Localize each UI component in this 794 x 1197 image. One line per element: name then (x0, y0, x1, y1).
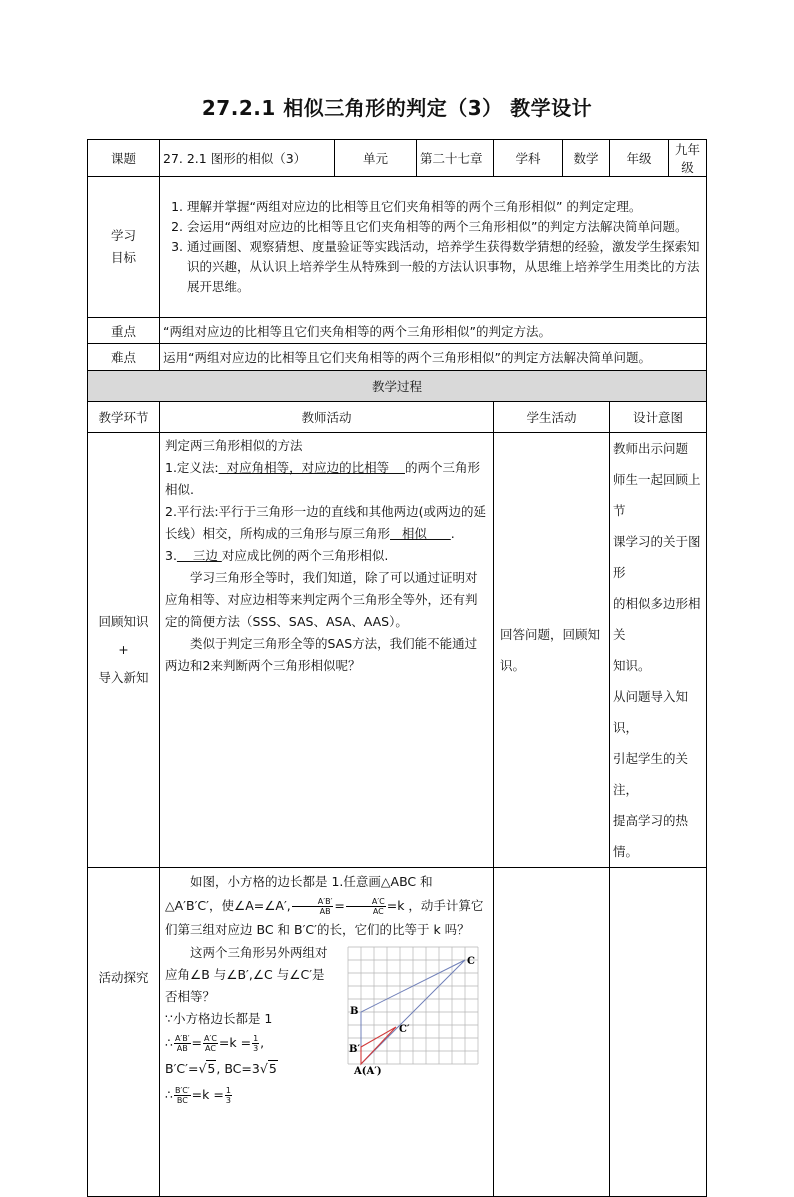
page-title: 27.2.1 相似三角形的判定（3） 教学设计 (201, 96, 593, 120)
fraction-denominator: 3 (225, 1096, 231, 1105)
equals-sign: = (334, 898, 345, 913)
subject-value: 数学 (563, 140, 610, 177)
label-c: C (467, 956, 475, 967)
label-b-prime: B′ (349, 1044, 361, 1055)
fraction-ac (346, 897, 386, 916)
fraction-denominator: AC (372, 907, 384, 916)
process-title-row (88, 371, 707, 402)
review-stage-line2: 导入新知 (98, 670, 149, 685)
unit-value: 第二十七章 (417, 140, 494, 177)
intent-line: 师生一起回顾上节 (613, 472, 701, 518)
review-row (88, 433, 707, 868)
lesson-plan-table (87, 139, 707, 1197)
col-teacher: 教师活动 (160, 402, 494, 433)
method-2-prefix: 2.平行法:平行于三角形一边的直线和其他两边(或两边的延长线）相交，所构成的三角形与原三角形 (165, 504, 487, 541)
review-teacher (160, 433, 494, 868)
goal-item: 3. 通过画图、观察猜想、度量验证等实践活动，培养学生获得数学猜想的经验，激发学生探索知识的兴趣，从认识上培养学生从特殊到一般的方法认识事物，从思维上培养学生用类比的方法展开思维。 (187, 237, 703, 297)
fraction-denominator: AB (176, 1044, 188, 1053)
k-equals: =k = (218, 1035, 252, 1050)
review-method-2 (165, 501, 489, 545)
goals-label-text: 学习目标 (110, 228, 136, 265)
fraction-numerator: A′B′ (292, 897, 334, 907)
method-1-prefix: 1.定义法: (165, 460, 219, 475)
col-stage: 教学环节 (88, 402, 160, 433)
fraction-numerator: 1 (225, 1086, 231, 1095)
fraction-one-third (252, 1034, 259, 1053)
fraction-denominator: AC (205, 1044, 216, 1053)
intent-line: 从问题导入知识， (613, 689, 689, 735)
difficulty-row (88, 344, 707, 371)
explore-para-2: 这两个三角形另外两组对应角∠B 与∠B′,∠C 与∠C′是否相等？ (165, 945, 328, 1004)
col-student: 学生活动 (494, 402, 610, 433)
grade-value: 九年级 (669, 140, 707, 177)
fraction-numerator: B′C′ (174, 1086, 190, 1095)
review-stage-plus: + (118, 642, 129, 657)
grid-lines (348, 947, 478, 1064)
bc-prime-length-prefix: B′C′=√ (165, 1061, 207, 1076)
goal-item: 1. 理解并掌握“两组对应边的比相等且它们夹角相等的两个三角形相似” 的判定定理。 (187, 197, 703, 217)
review-stage (88, 433, 160, 868)
method-1-answer: 对应角相等，对应边的比相等 (218, 460, 405, 475)
intent-line: 的相似多边形相关 (613, 596, 701, 642)
header-row (88, 140, 707, 177)
label-c-prime: C′ (399, 1024, 410, 1035)
review-para-1: 学习三角形全等时，我们知道，除了可以通过证明对应角相等、对应边相等来判定两个三角形全等外，还有判定的简便方法（SSS、SAS、ASA、AAS）。 (165, 570, 478, 629)
course-value: 27. 2.1 图形的相似（3） (160, 140, 335, 177)
explore-row (88, 868, 707, 1197)
explore-teacher (160, 868, 494, 1197)
explore-para-1-a: 如图，小方格的边长都是 1.任意画△ABC 和△A′B′C′，使∠A=∠A′, (165, 874, 433, 913)
fraction-ab (292, 897, 334, 916)
review-student: 回答问题，回顾知识。 (494, 433, 610, 868)
review-para-2: 类似于判定三角形全等的SAS方法，我们能不能通过两边和2来判断两个三角形相似呢？ (165, 636, 478, 673)
method-2-answer: 相似 (390, 526, 451, 541)
review-method-3 (165, 545, 489, 567)
col-intent: 设计意图 (610, 402, 707, 433)
goals-cell (160, 177, 707, 318)
radicand: 5 (207, 1061, 216, 1076)
label-b: B (350, 1006, 359, 1017)
fraction-bc (174, 1086, 191, 1105)
method-2-suffix: . (450, 526, 455, 541)
goals-row (88, 177, 707, 318)
explore-para-3: ∵小方格边长都是 1 (165, 1011, 273, 1026)
therefore-symbol: ∴ (165, 1035, 173, 1050)
small-triangle (361, 1027, 396, 1064)
process-title: 教学过程 (88, 371, 707, 402)
review-stage-line1: 回顾知识 (98, 614, 149, 629)
k-equals: =k = (191, 1087, 224, 1102)
method-1-suffix: 的两个三角形相似. (165, 460, 480, 497)
method-3-answer: 三边 (176, 548, 222, 563)
fraction-numerator: A′B′ (174, 1034, 190, 1043)
unit-label: 单元 (335, 140, 417, 177)
intent-line: 提高学习的热情。 (613, 813, 689, 859)
grid-figure (341, 944, 479, 1079)
intent-line: 课学习的关于图形 (613, 534, 701, 580)
label-a: A(A′) (354, 1066, 382, 1076)
key-point-label: 重点 (88, 318, 160, 344)
equals-sign: = (191, 1035, 203, 1050)
goals-list (163, 197, 703, 297)
process-header-row (88, 402, 707, 433)
fraction-ac (203, 1034, 218, 1053)
key-point-row (88, 318, 707, 344)
goals-label (88, 177, 160, 318)
grade-label: 年级 (610, 140, 669, 177)
goal-item: 2. 会运用“两组对应边的比相等且它们夹角相等的两个三角形相似”的判定方法解决简单问题。 (187, 217, 703, 237)
comma: , (260, 1035, 265, 1050)
difficulty-label: 难点 (88, 344, 160, 371)
fraction-numerator: 1 (253, 1034, 259, 1043)
fraction-ab (174, 1034, 191, 1053)
explore-student (494, 868, 610, 1197)
review-heading: 判定两三角形相似的方法 (165, 438, 303, 453)
difficulty-text: 运用“两组对应边的比相等且它们夹角相等的两个三角形相似”的判定方法解决简单问题。 (160, 344, 707, 371)
therefore-symbol: ∴ (165, 1087, 173, 1102)
fraction-denominator: BC (176, 1096, 188, 1105)
explore-stage: 活动探究 (88, 868, 160, 1197)
fraction-numerator: A′C (346, 897, 386, 907)
intent-line: 教师出示问题 (613, 441, 689, 456)
intent-line: 知识。 (613, 658, 651, 673)
key-point-text: “两组对应边的比相等且它们夹角相等的两个三角形相似”的判定方法。 (160, 318, 707, 344)
radicand: 5 (268, 1061, 277, 1076)
ratio-bc-line (165, 1082, 489, 1108)
fraction-denominator: 3 (253, 1044, 259, 1053)
explore-para-1-b: =k ，动手计算它们第三组对应边 BC 和 B′C′的长，它们的比等于 k 吗？ (165, 898, 484, 937)
triangle-grid-figure (341, 944, 479, 1076)
method-3-prefix: 3. (165, 548, 177, 563)
fraction-numerator: A′C (204, 1034, 217, 1043)
intent-line: 引起学生的关注， (613, 751, 689, 797)
course-label: 课题 (88, 140, 160, 177)
subject-label: 学科 (494, 140, 563, 177)
explore-para-1 (165, 870, 489, 942)
explore-intent (610, 868, 707, 1197)
bc-length-prefix: , BC=3√ (216, 1061, 268, 1076)
fraction-one-third (225, 1086, 232, 1105)
method-3-suffix: 对应成比例的两个三角形相似. (221, 548, 389, 563)
review-method-1 (165, 457, 489, 501)
fraction-denominator: AB (319, 907, 331, 916)
review-intent (610, 433, 707, 868)
